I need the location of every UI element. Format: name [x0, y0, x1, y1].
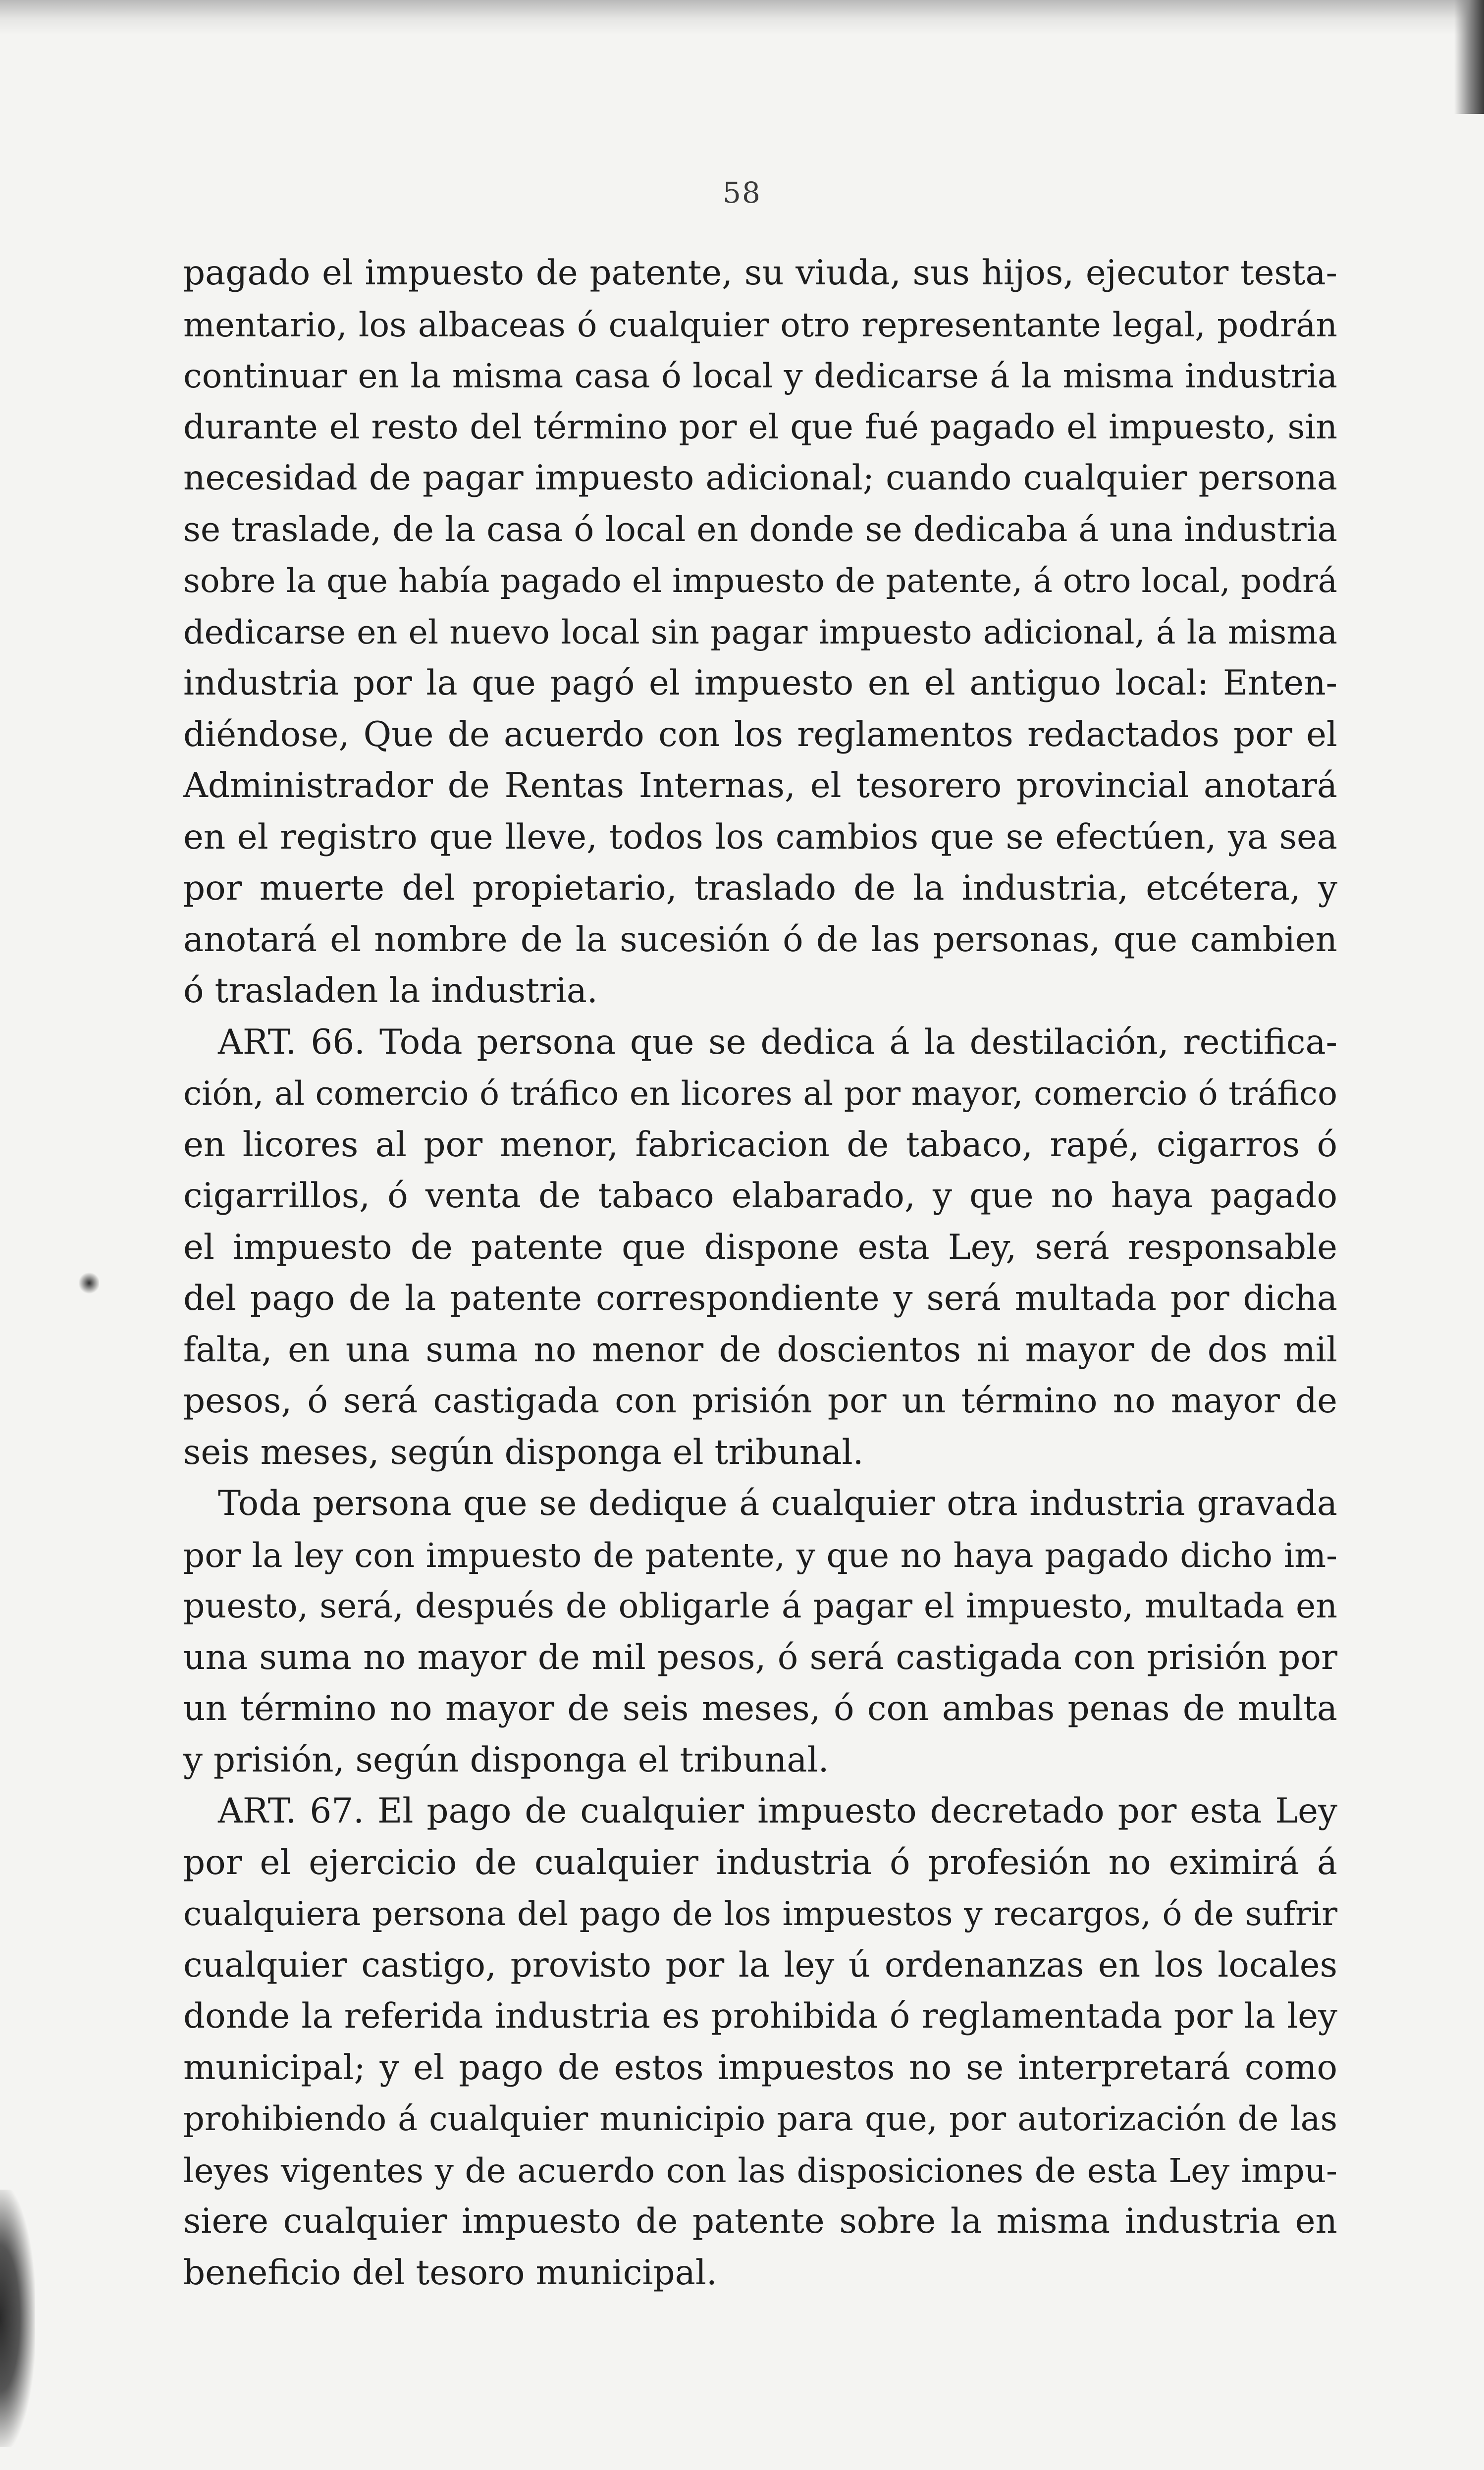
text-line: por la ley con impuesto de patente, y que no haya pagado dicho im- [183, 1535, 1337, 1575]
text-line: falta, en una suma no menor de doscientos ni mayor de dos mil [183, 1330, 1337, 1370]
text-line: por el ejercicio de cualquier industria ó profesión no eximirá á [183, 1842, 1337, 1882]
text-line: ción, al comercio ó tráfico en licores al por mayor, comercio ó tráfico [183, 1074, 1337, 1113]
scan-binding-mark [0, 2190, 35, 2447]
text-line: un término no mayor de seis meses, ó con ambas penas de multa [183, 1689, 1337, 1728]
body-text [183, 248, 1337, 2299]
text-line: industria por la que pagó el impuesto en el antiguo local: Enten- [183, 663, 1337, 703]
scan-speck [79, 1268, 99, 1298]
text-line: una suma no mayor de mil pesos, ó será castigada con prisión por [183, 1637, 1337, 1677]
text-line: ó trasladen la industria. [183, 971, 598, 1011]
text-line: cualquier castigo, provisto por la ley ú ordenanzas en los locales [183, 1945, 1337, 1985]
text-line: prohibiendo á cualquier municipio para que, por autorización de las [183, 2099, 1337, 2138]
text-line: sobre la que había pagado el impuesto de patente, á otro local, podrá [183, 562, 1337, 600]
text-line: cualquiera persona del pago de los impuestos y recargos, ó de sufrir [183, 1894, 1337, 1933]
article-66-start: ART. 66. Toda persona que se dedica á la destilación, rectifica- [218, 1022, 1337, 1062]
text-line: mentario, los albaceas ó cualquier otro representante legal, podrán [183, 305, 1337, 344]
page-number: 58 [723, 176, 761, 210]
scan-corner-shadow [1454, 0, 1484, 114]
text-line: diéndose, Que de acuerdo con los reglamentos redactados por el [183, 714, 1337, 754]
text-line: por muerte del propietario, traslado de la industria, etcétera, y [183, 868, 1337, 908]
text-line: cigarrillos, ó venta de tabaco elabarado, y que no haya pagado [183, 1176, 1337, 1216]
text-line: beneficio del tesoro municipal. [183, 2253, 717, 2293]
text-line: municipal; y el pago de estos impuestos no se interpretará como [183, 2047, 1337, 2088]
text-line: donde la referida industria es prohibida ó reglamentada por la ley [183, 1996, 1337, 2036]
text-line: dedicarse en el nuevo local sin pagar impuesto adicional, á la misma [183, 612, 1337, 651]
text-line: en licores al por menor, fabricacion de tabaco, rapé, cigarros ó [183, 1125, 1337, 1165]
text-line: y prisión, según disponga el tribunal. [183, 1740, 829, 1780]
text-line: continuar en la misma casa ó local y dedicarse á la misma industria [183, 356, 1337, 395]
text-line: pagado el impuesto de patente, su viuda, sus hijos, ejecutor testa- [183, 253, 1337, 293]
text-line: siere cualquier impuesto de patente sobre la misma industria en [183, 2202, 1337, 2241]
text-line: Administrador de Rentas Internas, el tesorero provincial anotará [183, 766, 1337, 805]
text-line: leyes vigentes y de acuerdo con las disposiciones de esta Ley impu- [183, 2150, 1337, 2190]
text-line: en el registro que lleve, todos los cambios que se efectúen, ya sea [183, 817, 1337, 857]
text-line: pesos, ó será castigada con prisión por un término no mayor de [183, 1381, 1337, 1421]
text-line: se traslade, de la casa ó local en donde se dedicaba á una industria [183, 510, 1337, 549]
text-line: seis meses, según disponga el tribunal. [183, 1432, 864, 1472]
paragraph-start: Toda persona que se dedique á cualquier otra industria gravada [218, 1484, 1337, 1523]
text-line: necesidad de pagar impuesto adicional; cuando cualquier persona [183, 458, 1337, 498]
scan-top-shadow [0, 0, 1484, 35]
article-67-start: ART. 67. El pago de cualquier impuesto decretado por esta Ley [218, 1791, 1337, 1831]
text-line: puesto, será, después de obligarle á pagar el impuesto, multada en [183, 1587, 1337, 1626]
text-line: durante el resto del término por el que fué pagado el impuesto, sin [183, 407, 1337, 447]
text-line: el impuesto de patente que dispone esta Ley, será responsable [183, 1227, 1337, 1267]
text-line: del pago de la patente correspondiente y será multada por dicha [183, 1279, 1337, 1318]
text-line: anotará el nombre de la sucesión ó de las personas, que cambien [183, 919, 1337, 960]
